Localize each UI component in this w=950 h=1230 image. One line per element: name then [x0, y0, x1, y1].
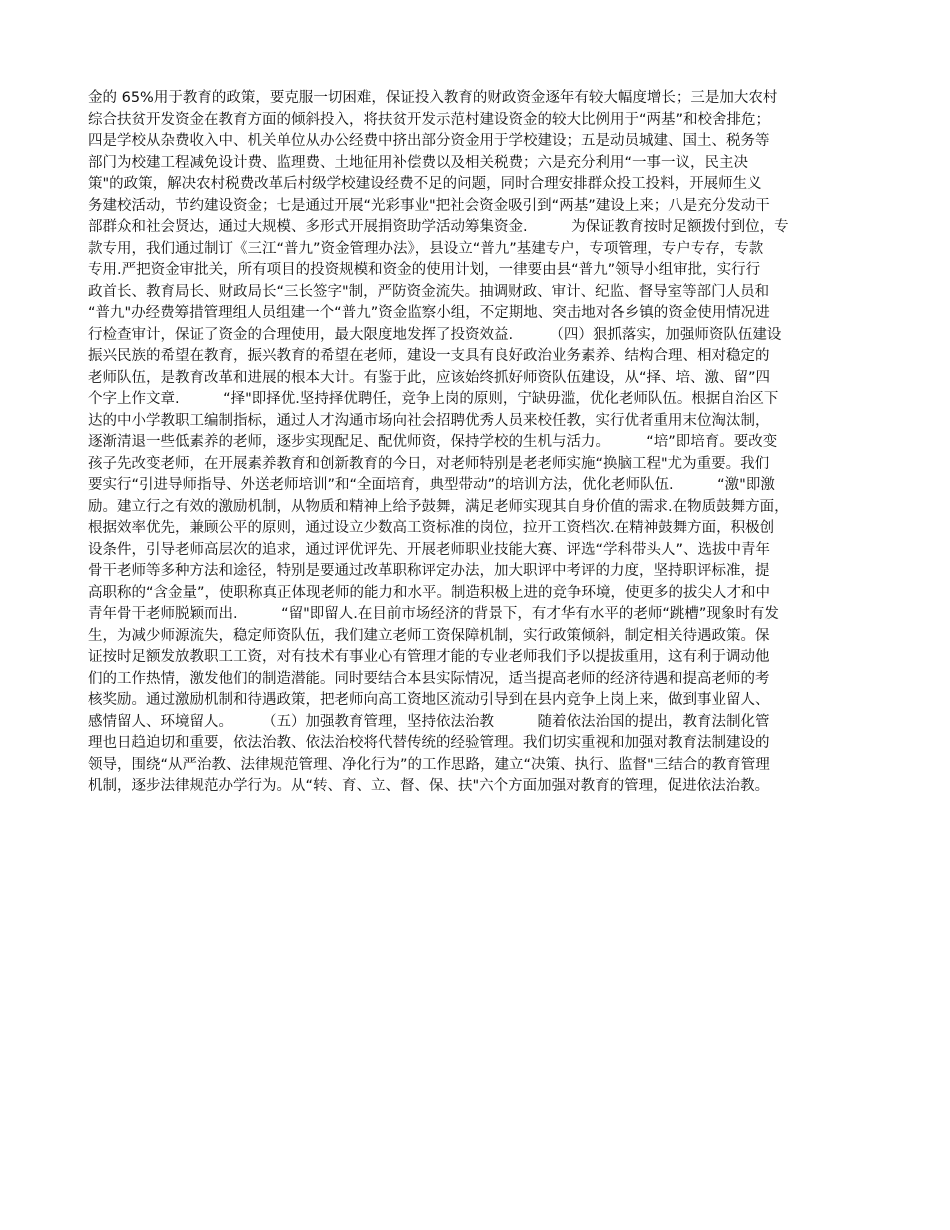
text-line: 金的 65%用于教育的政策，要克服一切困难，保证投入教育的财政资金逐年有较大幅度增长；三是加大农村 [88, 90, 778, 106]
text-line: “普九"办经费筹措管理组人员组建一个“普九”资金监察小组，不定期地、突击地对各乡镇的资金使用情况进 [88, 305, 770, 321]
text-line: 青年骨干老师脱颖而出. “留"即留人.在目前市场经济的背景下，有才华有水平的老师“跳槽”现象时有发 [88, 606, 779, 622]
text-line: 政首长、教育局长、财政局长“三长签字"制，严防资金流失。抽调财政、审计、纪监、督导室等部门人员和 [88, 283, 770, 300]
text-line: 务建校活动，节约建设资金；七是通过开展“光彩事业"把社会资金吸引到“两基”建设上来；八是充分发动干 [88, 197, 770, 214]
text-line: 老师队伍，是教育改革和进展的根本大计。有鉴于此，应该始终抓好师资队伍建设，从“择、培、激、留”四 [88, 369, 771, 386]
text-line: 设条件，引导老师高层次的追求，通过评优评先、开展老师职业技能大赛、评选“学科带头人”、选拔中青年 [88, 541, 771, 558]
body-text [88, 88, 878, 798]
text-line: 核奖励。通过激励机制和待遇政策，把老师向高工资地区流动引导到在县内竞争上岗上来，做到事业留人、 [88, 692, 770, 708]
text-line: 逐渐清退一些低素养的老师，逐步实现配足、配优师资，保持学校的生机与活力。 “培”即培育。要改变 [88, 434, 778, 450]
text-line: 们的工作热情，激发他们的制造潜能。同时要结合本县实际情况，适当提高老师的经济待遇和提高老师的考 [88, 670, 770, 687]
text-line: 证按时足额发放教职工工资，对有技术有事业心有管理才能的专业老师我们予以提拔重用，这有利于调动他 [88, 649, 770, 665]
text-line: 个字上作文章. “择"即择优.坚持择优聘任，竞争上岗的原则，宁缺毋滥，优化老师队伍。根据自治区下 [88, 391, 779, 407]
text-line: 行检查审计，保证了资金的合理使用，最大限度地发挥了投资效益. （四）狠抓落实，加强师资队伍建设 [88, 326, 782, 343]
text-line: 四是学校从杂费收入中、机关单位从办公经费中挤出部分资金用于学校建设；五是动员城建、国土、税务等 [88, 133, 770, 149]
text-line: 达的中小学教职工编制指标，通过人才沟通市场向社会招聘优秀人员来校任教，实行优者重用末位淘汰制， [88, 412, 770, 429]
text-line: 生，为减少师源流失，稳定师资队伍，我们建立老师工资保障机制，实行政策倾斜，制定相关待遇政策。保 [88, 627, 770, 644]
text-line: 款专用，我们通过制订《三江“普九”资金管理办法》，县设立“普九”基建专户，专项管理，专户专存，专款 [88, 240, 764, 257]
text-line: 骨干老师等多种方法和途径，特别是要通过改革职称评定办法，加大职评中考评的力度，坚持职评标准，提 [88, 563, 770, 579]
text-line: 要实行“引进导师指导、外送老师培训”和“全面培育，典型带动”的培训方法，优化老师队伍. “激"即激 [88, 477, 775, 493]
text-line: 根据效率优先，兼顾公平的原则，通过设立少数高工资标准的岗位，拉开工资档次.在精神鼓舞方面，积极创 [88, 520, 775, 536]
text-line: 感情留人、环境留人。 （五）加强教育管理，坚持依法治教 随着依法治国的提出，教育法制化管 [88, 713, 770, 730]
text-line: 专用.严把资金审批关，所有项目的投资规模和资金的使用计划，一律要由县“普九”领导小组审批，实行行 [88, 262, 761, 278]
text-line: 领导，围绕“从严治教、法律规范管理、净化行为”的工作思路，建立“决策、执行、监督"三结合的教育管理 [88, 756, 770, 773]
text-line: 机制，逐步法律规范办学行为。从“转、育、立、督、保、扶"六个方面加强对教育的管理，促进依法治教。 [88, 778, 770, 794]
text-line: 部群众和社会贤达，通过大规模、多形式开展捐资助学活动筹集资金. 为保证教育按时足额拨付到位，专 [88, 219, 789, 235]
text-line: 励。建立行之有效的激励机制，从物质和精神上给予鼓舞，满足老师实现其自身价值的需求.在物质鼓舞方面， [88, 498, 789, 515]
text-line: 孩子先改变老师，在开展素养教育和创新教育的今日，对老师特别是老老师实施“换脑工程"尤为重要。我们 [88, 455, 770, 472]
text-line: 综合扶贫开发资金在教育方面的倾斜投入，将扶贫开发示范村建设资金的较大比例用于“两基”和校舍排危； [88, 111, 771, 128]
text-line: 部门为校建工程减免设计费、监理费、土地征用补偿费以及相关税费；六是充分利用“一事一议，民主决 [88, 154, 749, 171]
text-line: 振兴民族的希望在教育，振兴教育的希望在老师，建设一支具有良好政治业务素养、结构合理、相对稳定的 [88, 348, 770, 364]
text-line: 高职称的“含金量”，使职称真正体现老师的能力和水平。制造积极上进的竞争环境，使更多的拔尖人才和中 [88, 584, 771, 601]
text-line: 策"的政策，解决农村税费改革后村级学校建设经费不足的问题，同时合理安排群众投工投料，开展师生义 [88, 176, 762, 192]
text-line: 理也日趋迫切和重要，依法治教、依法治校将代替传统的经验管理。我们切实重视和加强对教育法制建设的 [88, 735, 770, 751]
